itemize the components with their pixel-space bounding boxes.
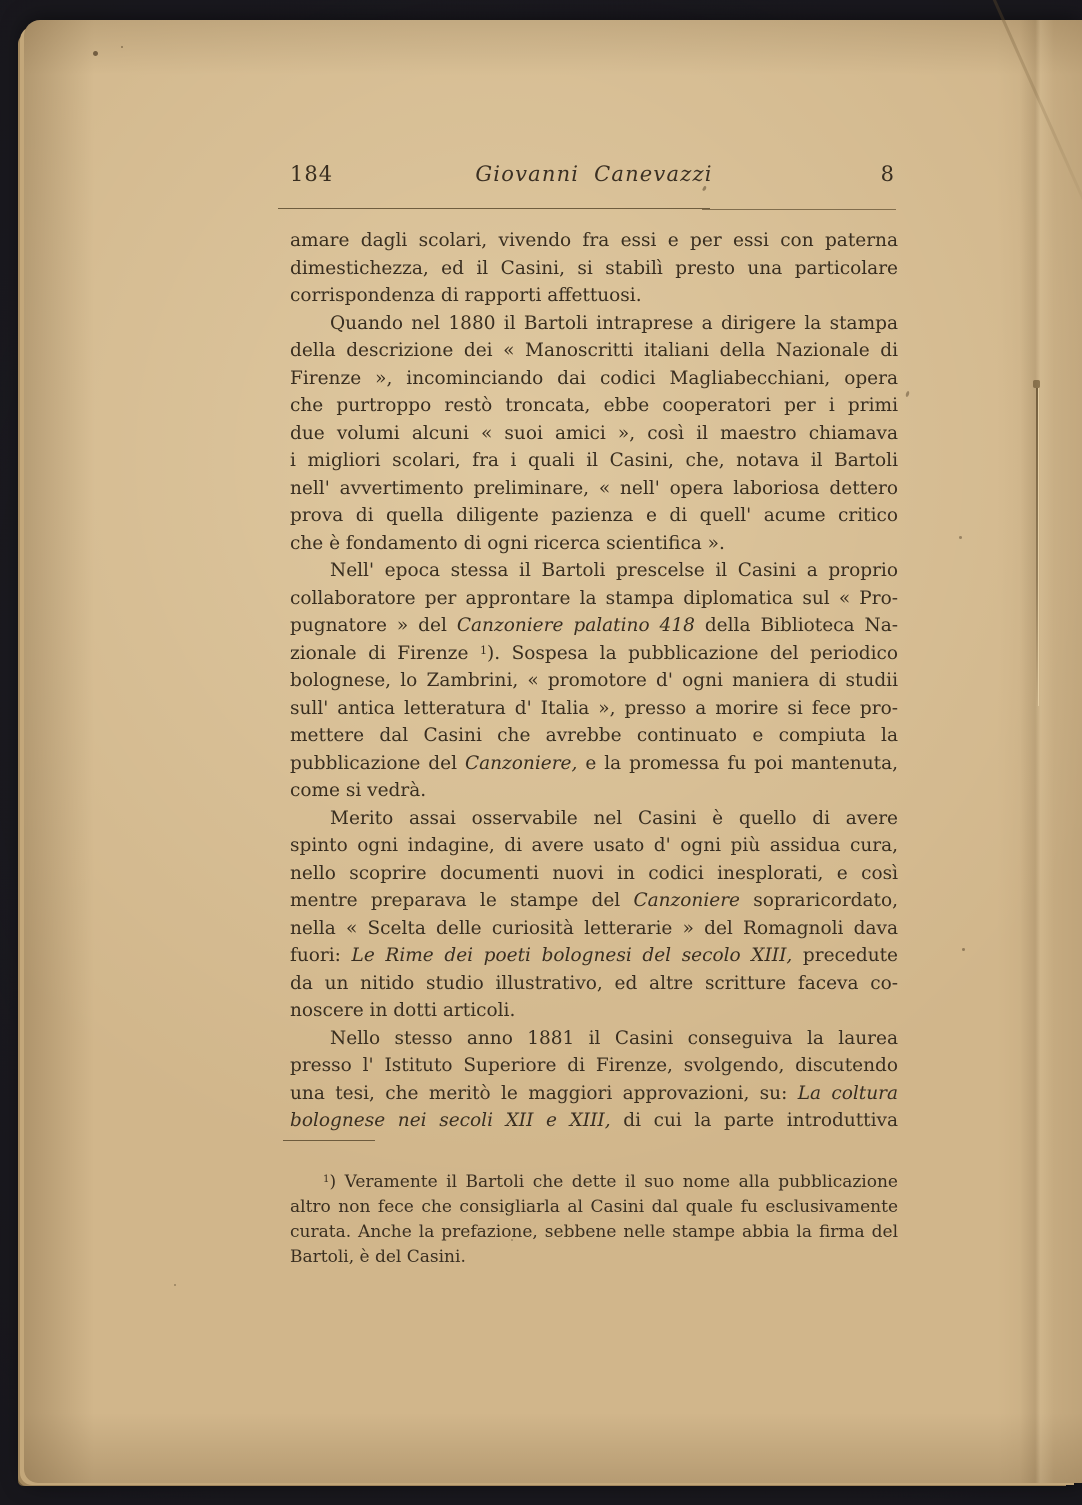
body-text-line: dimestichezza, ed il Casini, si stabilì presto una particolare [290, 257, 898, 279]
text-block [290, 163, 898, 1270]
body-text-line: pugnatore » del Canzoniere palatino 418 della Biblioteca Na- [290, 615, 898, 636]
body-text-line: i migliori scolari, fra i quali il Casini, che, notava il Bartoli [290, 450, 898, 471]
footnote-text [290, 1170, 898, 1270]
page-header [290, 163, 898, 185]
body-text-line: una tesi, che meritò le maggiori approvazioni, su: La coltura [290, 1082, 898, 1104]
body-text-line: amare dagli scolari, vivendo fra essi e per essi con paterna [290, 230, 898, 251]
body-text-line: nell' avvertimento preliminare, « nell' opera laboriosa dettero [290, 477, 898, 499]
body-text-line: spinto ogni indagine, di avere usato d' ogni più assidua cura, [290, 835, 898, 856]
header-rule-left-segment [278, 208, 710, 209]
body-text-line: bolognese, lo Zambrini, « promotore d' ogni maniera di studii [290, 670, 898, 691]
header-rule [290, 208, 898, 211]
footnote-line: altro non fece che consigliarla al Casini dal quale fu esclusivamente [290, 1196, 898, 1217]
paper-speck [905, 391, 910, 398]
header-rule-right-segment [702, 209, 896, 210]
body-text-line: corrispondenza di rapporti affettuosi. [290, 285, 642, 306]
body-text-line: bolognese nei secoli XII e XIII, di cui la parte introduttiva [290, 1110, 898, 1131]
body-text-line: Firenze », incominciando dai codici Magliabecchiani, opera [290, 367, 898, 389]
body-text-line: della descrizione dei « Manoscritti italiani della Nazionale di [290, 340, 898, 361]
footnote-line: curata. Anche la prefazione, sebbene nelle stampe abbia la firma del [290, 1221, 898, 1242]
paper-speck [121, 46, 123, 48]
header-page-number-right: 8 [880, 162, 894, 186]
paper-speck [959, 536, 962, 539]
body-text-line: sull' antica letteratura d' Italia », presso a morire si fece pro- [290, 697, 898, 719]
book-page [24, 20, 1082, 1483]
body-text-line: da un nitido studio illustrativo, ed altre scritture faceva co- [290, 972, 898, 994]
body-text-line: prova di quella diligente pazienza e di quell' acume critico [290, 505, 898, 526]
paper-speck [93, 51, 98, 56]
header-page-number-left: 184 [290, 162, 334, 186]
body-text-line: mettere dal Casini che avrebbe continuato e compiuta la [290, 725, 898, 746]
body-text-line: nello scoprire documenti nuovi in codici inesplorati, e così [290, 862, 898, 884]
body-text-line: fuori: Le Rime dei poeti bolognesi del secolo XIII, precedute [290, 945, 899, 966]
body-text-line: mentre preparava le stampe del Canzoniere sopraricordato, [290, 890, 899, 911]
body-text-line: che è fondamento di ogni ricerca scientifica ». [290, 532, 725, 554]
body-text-line: Merito assai osservabile nel Casini è quello di avere [330, 807, 898, 829]
body-text [290, 227, 898, 1135]
body-text-line: zionale di Firenze $^1$). Sospesa la pubblicazione del periodico [290, 642, 898, 664]
footnote-line: $^1$) Veramente il Bartoli che dette il suo nome alla pubblicazione [323, 1171, 898, 1192]
footnote-rule [283, 1140, 375, 1141]
paper-speck [962, 948, 965, 951]
body-text-line: due volumi alcuni « suoi amici », così il maestro chiamava [290, 422, 898, 444]
page-crease-line [1036, 388, 1038, 706]
body-text-line: come si vedrà. [290, 780, 427, 801]
body-text-line: pubblicazione del Canzoniere, e la promessa fu poi mantenuta, [290, 752, 898, 774]
body-text-line: Nell' epoca stessa il Bartoli prescelse il Casini a proprio [330, 560, 898, 581]
body-text-line: presso l' Istituto Superiore di Firenze, svolgendo, discutendo [290, 1055, 898, 1076]
body-text-line: collaboratore per approntare la stampa diplomatica sul « Pro- [290, 587, 898, 609]
page-crease-diagonal [984, 0, 1082, 236]
paper-speck [174, 1284, 176, 1286]
body-text-line: Quando nel 1880 il Bartoli intraprese a dirigere la stampa [330, 312, 898, 334]
body-text-line: che purtroppo restò troncata, ebbe cooperatori per i primi [290, 395, 898, 416]
body-text-line: Nello stesso anno 1881 il Casini conseguiva la laurea [330, 1027, 898, 1049]
page-crease-band [1020, 20, 1054, 1483]
body-text-line: noscere in dotti articoli. [290, 1000, 516, 1021]
footnote-line: Bartoli, è del Casini. [290, 1246, 466, 1267]
body-text-line: nella « Scelta delle curiosità letterarie » del Romagnoli dava [290, 917, 898, 939]
running-title: Giovanni Canevazzi [475, 162, 713, 186]
